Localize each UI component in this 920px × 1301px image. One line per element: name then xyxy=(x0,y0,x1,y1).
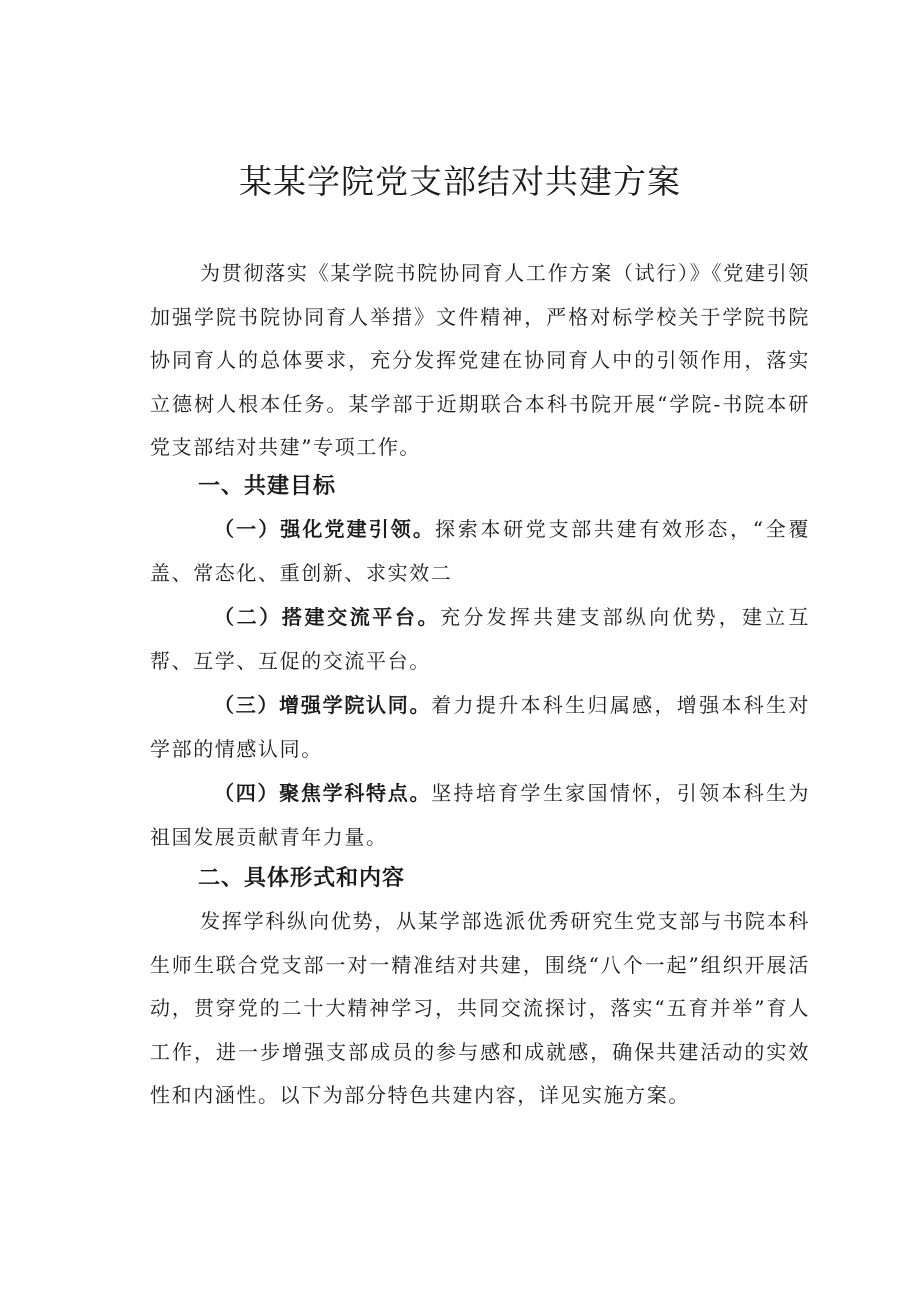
goal-item-1 xyxy=(150,508,810,595)
goal-lead: （一）强化党建引领。 xyxy=(214,517,435,541)
goal-lead: （三）增强学院认同。 xyxy=(214,693,432,717)
goal-text: 坚持培育学生家国情怀，引领本科生为祖国发展贡献青年力量。 xyxy=(150,781,811,849)
goal-item-3 xyxy=(150,684,810,771)
goal-item-2 xyxy=(150,596,810,683)
goal-item-4 xyxy=(150,772,810,859)
section-heading-goals: 一、共建目标 xyxy=(198,474,337,499)
goal-lead: （四）聚焦学科特点。 xyxy=(214,781,432,805)
section-heading-forms: 二、具体形式和内容 xyxy=(198,866,406,891)
forms-paragraph: 发挥学科纵向优势，从某学部选派优秀研究生党支部与书院本科生师生联合党支部一对一精准结对共建，围绕“八个一起”组织开展活动，贯穿党的二十大精神学习，共同交流探讨，落实“五育并举”育人工作，进一步增强支部成员的参与感和成就感，确保共建活动的实效性和内涵性。以下为部分特色共建内容，详见实施方案。 xyxy=(150,909,810,1107)
goal-lead: （二）搭建交流平台。 xyxy=(214,605,441,629)
goal-text: 着力提升本科生归属感，增强本科生对学部的情感认同。 xyxy=(150,693,811,761)
document-title: 某某学院党支部结对共建方案 xyxy=(239,162,681,201)
intro-paragraph: 为贯彻落实《某学院书院协同育人工作方案（试行）》《党建引领加强学院书院协同育人举措》文件精神，严格对标学校关于学院书院协同育人的总体要求，充分发挥党建在协同育人中的引领作用，落实立德树人根本任务。某学部于近期联合本科书院开展“学院-书院本研党支部结对共建”专项工作。 xyxy=(150,261,810,459)
goal-text: 探索本研党支部共建有效形态，“全覆盖、常态化、重创新、求实效二 xyxy=(150,517,811,585)
goal-text: 充分发挥共建支部纵向优势，建立互帮、互学、互促的交流平台。 xyxy=(150,605,810,673)
